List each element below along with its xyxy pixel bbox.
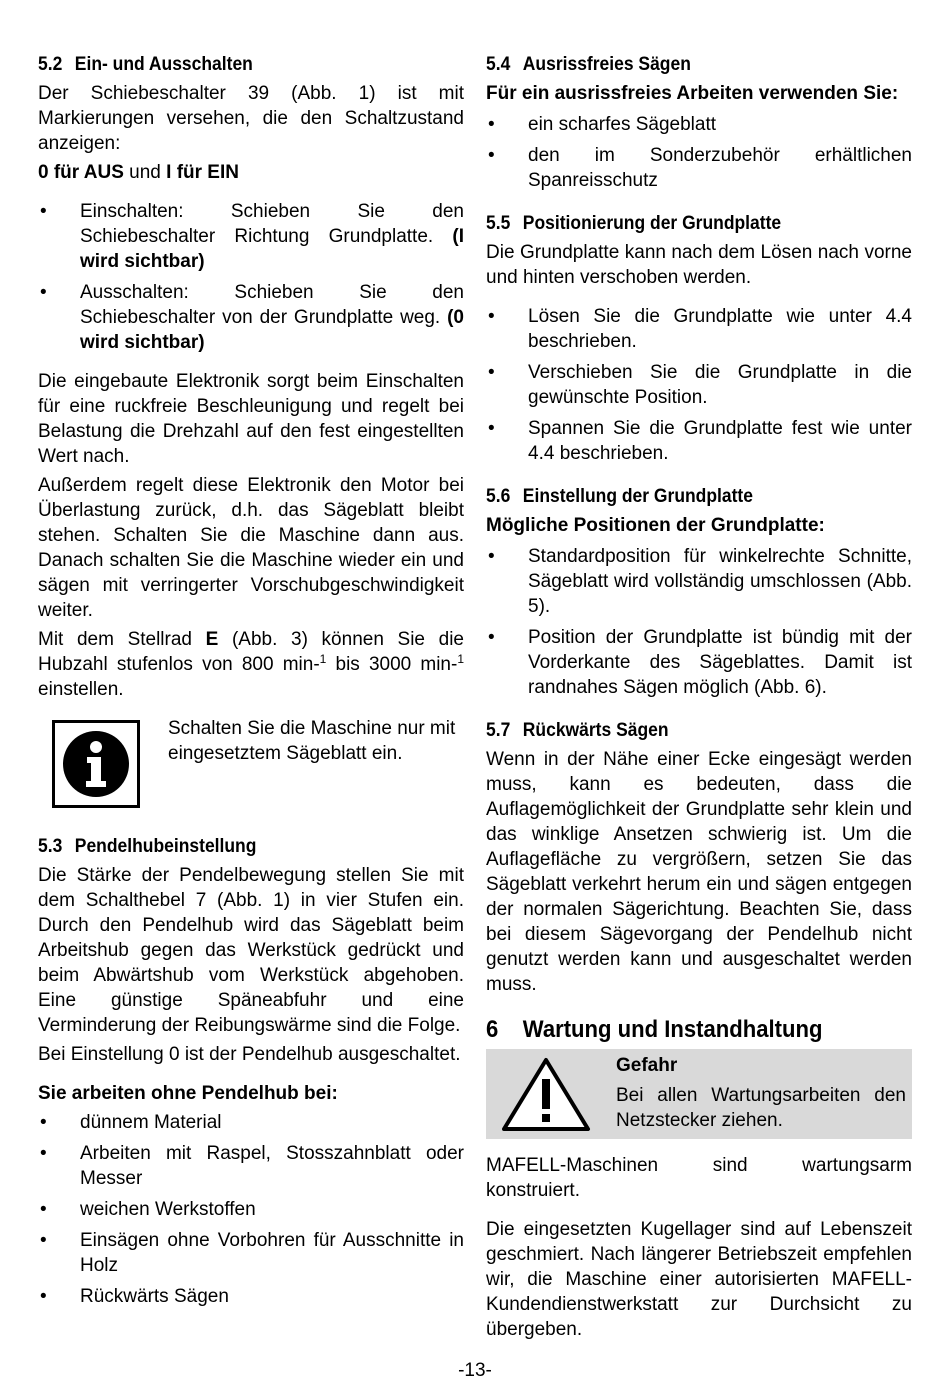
list-item: • Rückwärts Sägen	[38, 1284, 464, 1309]
list-item: • Lösen Sie die Grundplatte wie unter 4.4 beschrieben.	[486, 304, 912, 354]
section-5-4-list	[486, 112, 912, 193]
info-text: Schalten Sie die Maschine nur mit eingesetztem Sägeblatt ein.	[168, 718, 456, 764]
section-5-6-heading: 5.6 Einstellung der Grundplatte	[486, 486, 753, 507]
danger-text: Bei allen Wartungsarbeiten den Netzstecker ziehen.	[616, 1085, 906, 1131]
section-5-5-list	[486, 304, 912, 466]
right-column	[486, 52, 912, 1342]
section-5-2-intro: Der Schiebeschalter 39 (Abb. 1) ist mit Markierungen versehen, die den Schaltzustand anzeigen:	[38, 83, 464, 154]
pendulum-paragraph: Die Stärke der Pendelbewegung stellen Sie mit dem Schalthebel 7 (Abb. 1) in vier Stufen ein. Durch den Pendelhub wird das Sägeblatt beim Arbeitshub gegen das Werkstück gedrückt und beim Abwärtshub vom Werkstück abgehoben. Eine günstige Späneabfuhr und eine Verminderung der Reibungswärme sind die Folge.	[38, 865, 464, 1036]
danger-note	[486, 1049, 912, 1139]
section-6-heading: 6 Wartung und Instandhaltung	[486, 1016, 823, 1043]
left-column	[38, 52, 464, 1309]
overload-paragraph: Außerdem regelt diese Elektronik den Motor bei Überlastung zurück, d.h. das Sägeblatt bleibt stehen. Schalten Sie die Maschine dann aus. Danach schalten Sie die Maschine wieder ein und sägen mit verringerter Vorschubgeschwindigkeit weiter.	[38, 475, 464, 621]
info-note	[38, 716, 464, 816]
section-5-4-lead: Für ein ausrissfreies Arbeiten verwenden Sie:	[486, 83, 899, 104]
maintenance-paragraph: MAFELL-Maschinen sind wartungsarm konstruiert.	[486, 1155, 912, 1201]
page-number: -13-	[458, 1360, 492, 1381]
list-item: • Standardposition für winkelrechte Schnitte, Sägeblatt wird vollständig umschlossen (Abb. 5).	[486, 544, 912, 619]
switch-instructions	[38, 199, 464, 355]
list-item: • Einsägen ohne Vorbohren für Ausschnitte in Holz	[38, 1228, 464, 1278]
list-item: • Position der Grundplatte ist bündig mit der Vorderkante des Sägeblattes. Damit ist randnahes Sägen möglich (Abb. 6).	[486, 625, 912, 700]
list-item: • Arbeiten mit Raspel, Stosszahnblatt oder Messer	[38, 1141, 464, 1191]
section-5-5-heading: 5.5 Positionierung der Grundplatte	[486, 213, 782, 234]
section-5-3-heading: 5.3 Pendelhubeinstellung	[38, 836, 257, 857]
list-item: • den im Sonderzubehör erhältlichen Spanreisschutz	[486, 143, 912, 193]
danger-title: Gefahr	[616, 1055, 678, 1076]
electronics-paragraph: Die eingebaute Elektronik sorgt beim Einschalten für eine ruckfreie Beschleunigung und regelt bei Belastung die Drehzahl auf den fest eingestellten Wert nach.	[38, 371, 464, 467]
section-5-7-heading: 5.7 Rückwärts Sägen	[486, 720, 669, 741]
list-item: • Einschalten: Schieben Sie den Schiebeschalter Richtung Grundplatte. (I wird sichtbar)	[38, 199, 464, 274]
section-5-2-heading: 5.2 Ein- und Ausschalten	[38, 54, 253, 75]
section-5-6-list	[486, 544, 912, 700]
no-pendulum-list	[38, 1110, 464, 1309]
info-icon	[52, 720, 140, 808]
list-item: • Ausschalten: Schieben Sie den Schiebeschalter von der Grundplatte weg. (0 wird sichtbar)	[38, 280, 464, 355]
list-item: • weichen Werkstoffen	[38, 1197, 464, 1222]
pendulum-off-paragraph: Bei Einstellung 0 ist der Pendelhub ausgeschaltet.	[38, 1044, 461, 1065]
section-5-6-lead: Mögliche Positionen der Grundplatte:	[486, 515, 825, 536]
warning-triangle-icon	[500, 1055, 592, 1140]
stroke-rate-paragraph: Mit dem Stellrad E (Abb. 3) können Sie die Hubzahl stufenlos von 800 min-$^1$ bis 3000 min-$^1$ einstellen.	[38, 629, 464, 700]
switch-states: 0 für AUS und I für EIN	[38, 162, 239, 183]
list-item: • Verschieben Sie die Grundplatte in die gewünschte Position.	[486, 360, 912, 410]
list-item: • ein scharfes Sägeblatt	[486, 112, 912, 137]
section-5-7-paragraph: Wenn in der Nähe einer Ecke eingesägt werden muss, kann es bedeuten, dass die Auflagemöglichkeit der Grundplatte sehr klein und das winklige Ansetzen schwierig ist. Um die Auflagefläche zu vergrößern, setzen Sie das Sägeblatt verkehrt herum ein und sägen entgegen der normalen Sägerichtung. Beachten Sie, dass bei diesem Sägevorgang der Pendelhub nicht genutzt werden kann und ausgeschaltet werden muss.	[486, 749, 912, 995]
section-5-5-paragraph: Die Grundplatte kann nach dem Lösen nach vorne und hinten verschoben werden.	[486, 242, 912, 288]
list-item: • Spannen Sie die Grundplatte fest wie unter 4.4 beschrieben.	[486, 416, 912, 466]
bearing-paragraph: Die eingesetzten Kugellager sind auf Lebenszeit geschmiert. Nach längerer Betriebszeit empfehlen wir, die Maschine einer autorisierten MAFELL-Kundendienstwerkstatt zur Durchsicht zu übergeben.	[486, 1219, 912, 1340]
section-5-4-heading: 5.4 Ausrissfreies Sägen	[486, 54, 691, 75]
list-item: • dünnem Material	[38, 1110, 464, 1135]
no-pendulum-lead: Sie arbeiten ohne Pendelhub bei:	[38, 1083, 338, 1104]
